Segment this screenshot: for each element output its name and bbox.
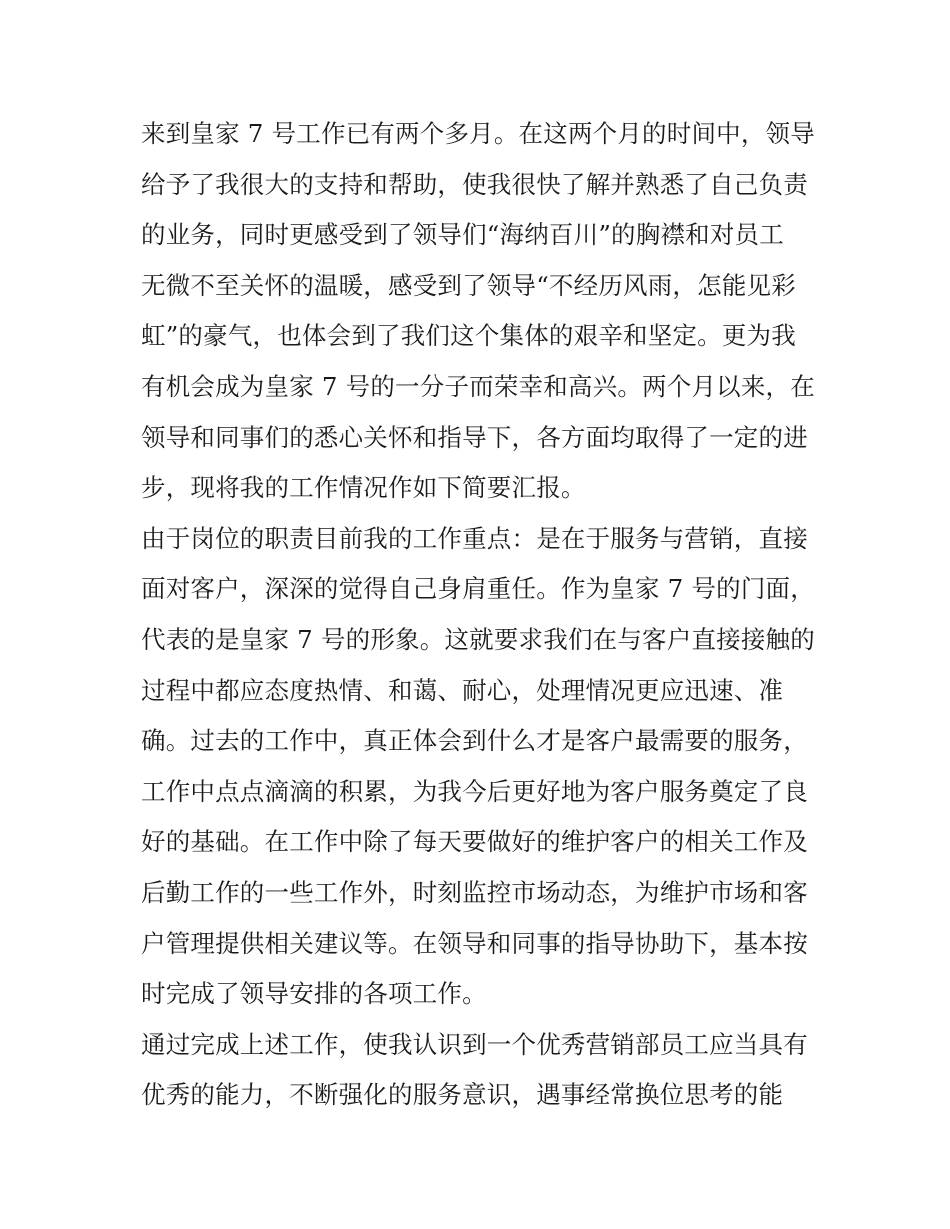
text-line: 步，现将我的工作情况作如下简要汇报。 (141, 473, 586, 503)
text-line: 工作中点点滴滴的积累，为我今后更好地为客户服务奠定了良 (141, 776, 808, 806)
text-line: 由于岗位的职责目前我的工作重点：是在于服务与营销，直接 (141, 523, 808, 553)
text-line: 过程中都应态度热情、和蔼、耐心，处理情况更应迅速、准 (141, 675, 784, 705)
text-line: 的业务，同时更感受到了领导们“海纳百川”的胸襟和对员工 (141, 220, 784, 250)
text-line: 给予了我很大的支持和帮助，使我很快了解并熟悉了自己负责 (141, 169, 808, 199)
text-line: 好的基础。在工作中除了每天要做好的维护客户的相关工作及 (141, 827, 808, 857)
text-line: 通过完成上述工作，使我认识到一个优秀营销部员工应当具有 (141, 1029, 808, 1059)
text-line: 后勤工作的一些工作外，时刻监控市场动态，为维护市场和客 (141, 877, 808, 907)
document-body (141, 109, 821, 1121)
text-line: 有机会成为皇家 7 号的一分子而荣幸和高兴。两个月以来，在 (141, 371, 815, 401)
text-line: 领导和同事们的悉心关怀和指导下，各方面均取得了一定的进 (141, 422, 808, 452)
text-line: 无微不至关怀的温暖，感受到了领导“不经历风雨，怎能见彩 (141, 270, 796, 300)
text-line: 确。过去的工作中，真正体会到什么才是客户最需要的服务， (141, 726, 808, 756)
text-line: 户管理提供相关建议等。在领导和同事的指导协助下，基本按 (141, 928, 808, 958)
text-line: 来到皇家 7 号工作已有两个多月。在这两个月的时间中，领导 (141, 119, 815, 148)
text-line: 虹”的豪气，也体会到了我们这个集体的艰辛和坚定。更为我 (141, 321, 796, 351)
text-line: 优秀的能力，不断强化的服务意识，遇事经常换位思考的能 (141, 1080, 784, 1110)
text-line: 代表的是皇家 7 号的形象。这就要求我们在与客户直接接触的 (141, 624, 815, 654)
text-line: 面对客户，深深的觉得自己身肩重任。作为皇家 7 号的门面， (141, 574, 815, 604)
text-line: 时完成了领导安排的各项工作。 (141, 979, 487, 1009)
